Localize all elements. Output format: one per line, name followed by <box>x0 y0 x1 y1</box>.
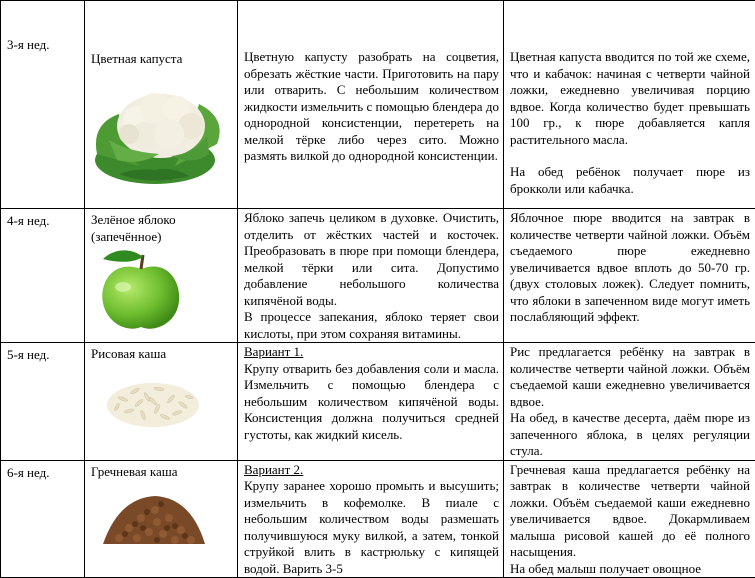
preparation-text: Цветную капусту разобрать на соцветия, обрезать жёсткие части. Приготовить на пару или отварить. С небольшим количеством жидкости измельчить с помощью блендера до однородной консистенции, перетереть на мелкой тёрке либо через сито. Можно размять вилкой до однородной консистенции. <box>244 49 499 165</box>
table-row <box>1 209 755 343</box>
week-label: 3-я нед. <box>7 37 49 52</box>
product-cell <box>85 343 238 461</box>
table-row <box>1 343 755 461</box>
variant-heading: Вариант 2. <box>244 462 499 479</box>
week-cell <box>1 209 85 343</box>
preparation-text: Яблоко запечь целиком в духовке. Очистить, отделить от жёстких частей и косточек. Преобразовать в пюре при помощи блендера, мелкой тёрки или сита. Допустимо добавление небольшого количества кипячёной воды. <box>244 210 499 309</box>
variant-heading: Вариант 1. <box>244 344 499 361</box>
buckwheat-image <box>99 488 209 548</box>
week-cell <box>1 343 85 461</box>
introduction-text: Гречневая каша предлагается ребёнку на завтрак в количестве четверти чайной ложки. Объём съедаемой каши ежедневно увеличивается вдвое. Докармливаем малыша рисовой кашей до её полного насыщения. <box>510 462 750 561</box>
preparation-cell <box>238 343 504 461</box>
preparation-text: Крупу заранее хорошо промыть и высушить; измельчить в кофемолке. В пиале с небольшим количеством воды размешать получившуюся муку вилкой, а затем, тонкой струйкой влить в кастрюльку с кипящей водой. Варить 3-5 <box>244 478 499 577</box>
product-cell <box>85 209 238 343</box>
lunch-text: На обед малыш получает овощное <box>510 561 750 578</box>
product-name: Рисовая каша <box>89 343 233 363</box>
introduction-text: Цветная капуста вводится по той же схеме, что и кабачок: начиная с четверти чайной ложки, ежедневно увеличивая порцию вдвое. Когда количество будет превышать 100 гр., к пюре добавляется капля растительного масла. <box>510 49 750 148</box>
lunch-text: На обед, в качестве десерта, даём пюре из запеченного яблока, в целях регуляции стула. <box>510 410 750 460</box>
week-label: 4-я нед. <box>7 213 49 228</box>
preparation-note: В процессе запекания, яблоко теряет свои кислоты, при этом сохраняя витамины. <box>244 309 499 342</box>
week-cell <box>1 1 85 209</box>
introduction-text: Яблочное пюре вводится на завтрак в количестве четверти чайной ложки. Объём съедаемого пюре ежедневно увеличивается вдвое вплоть до 50-70 гр. (двух столовых ложек). Следует помнить, что яблоки в запеченном виде могут иметь послабляющий эффект. <box>510 210 750 326</box>
cauliflower-image <box>89 74 229 192</box>
introduction-cell <box>504 343 755 461</box>
lunch-text: На обед ребёнок получает пюре из брокколи или кабачка. <box>510 164 750 197</box>
introduction-text: Рис предлагается ребёнку на завтрак в количестве четверти чайной ложки. Объём съедаемой каши ежедневно увеличивается вдвое. <box>510 344 750 410</box>
preparation-cell <box>238 1 504 209</box>
week-label: 6-я нед. <box>7 465 49 480</box>
preparation-cell <box>238 209 504 343</box>
product-name: Гречневая каша <box>89 461 233 481</box>
product-name: Цветная капуста <box>89 1 233 68</box>
introduction-cell <box>504 1 755 209</box>
rice-image <box>103 369 203 431</box>
green-apple-image <box>93 247 189 333</box>
product-name: Зелёное яблоко (запечённое) <box>89 209 233 245</box>
product-cell <box>85 1 238 209</box>
introduction-cell <box>504 209 755 343</box>
week-label: 5-я нед. <box>7 347 49 362</box>
table-row <box>1 1 755 209</box>
preparation-text: Крупу отварить без добавления соли и масла. Измельчить с помощью блендера с небольшим количеством кипячёной воды. Консистенция должна получиться средней густоты, как жидкий кисель. <box>244 361 499 444</box>
